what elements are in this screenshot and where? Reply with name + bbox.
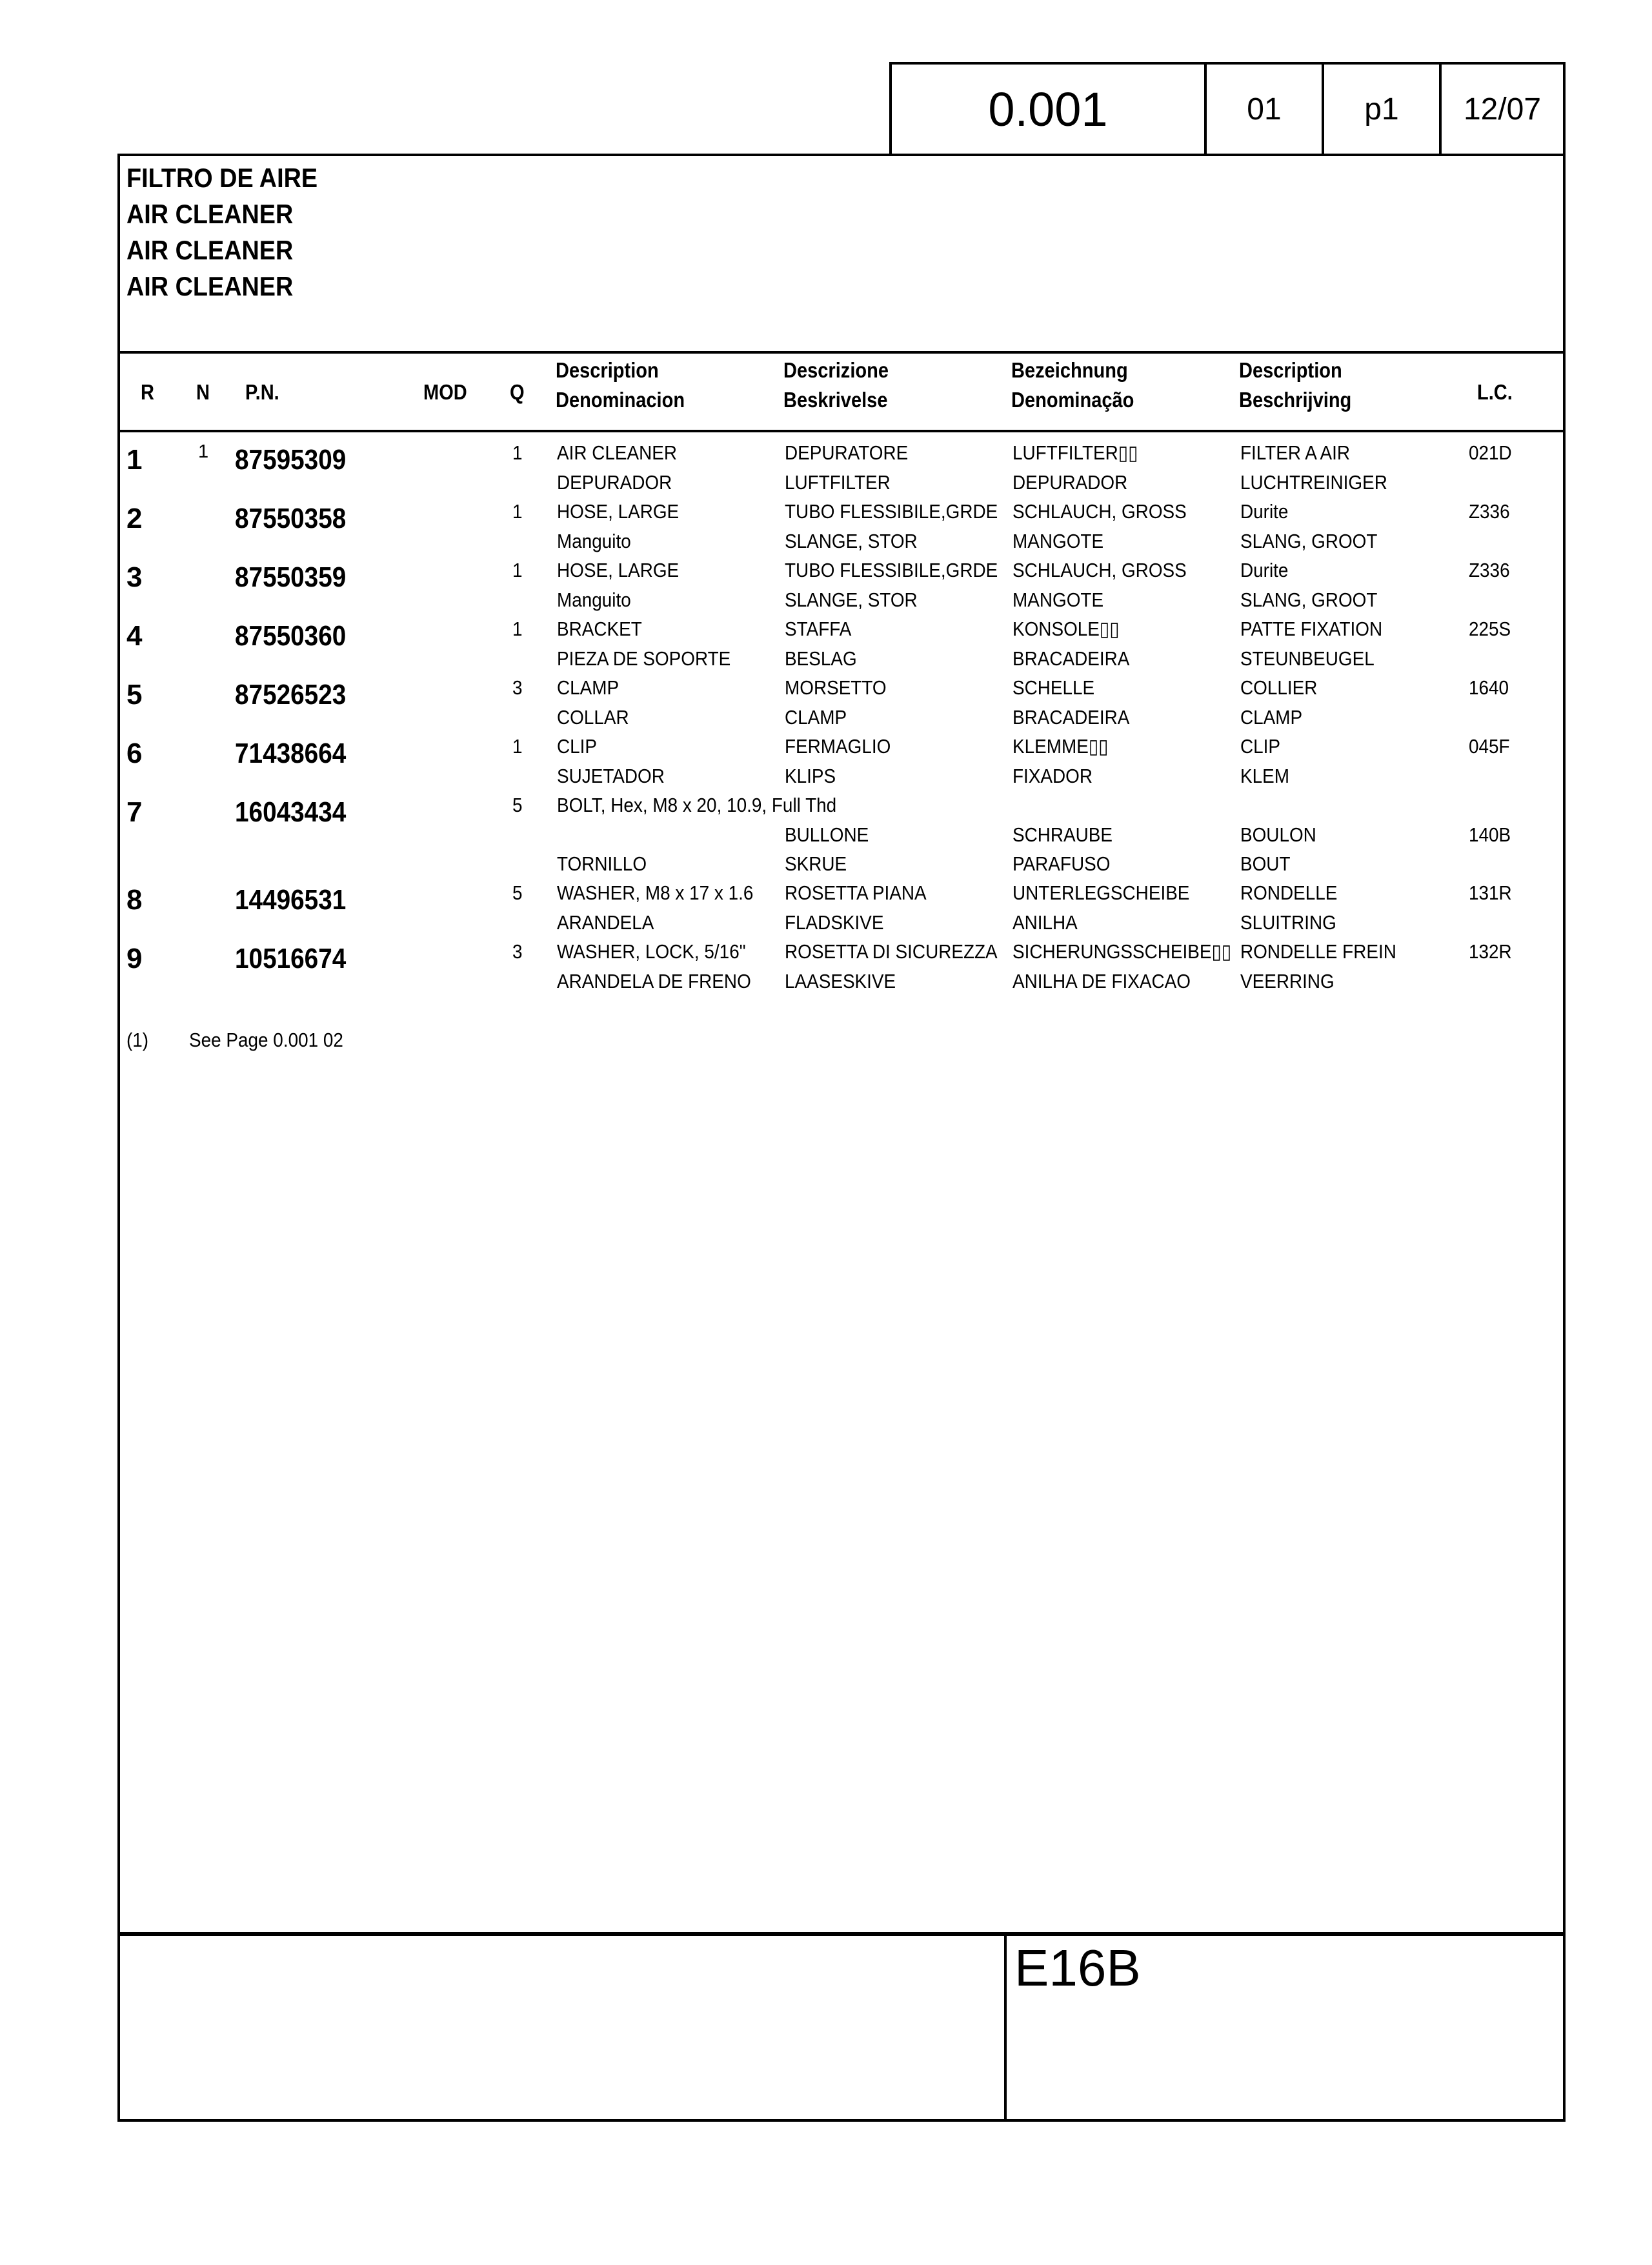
col-desc3-top: Bezeichnung — [1011, 358, 1128, 382]
lc-code: 225S — [1469, 618, 1511, 640]
row-ref: 5 — [126, 679, 143, 710]
desc-it: TUBO FLESSIBILE,GRDE — [785, 500, 998, 523]
page-number: p1 — [1364, 92, 1399, 126]
desc-de: SICHERUNGSSCHEIBE▯▯ — [1012, 940, 1232, 963]
desc-de: SCHLAUCH, GROSS — [1012, 500, 1187, 523]
col-desc1-bottom: Denominacion — [556, 388, 685, 412]
title-es: FILTRO DE AIRE — [126, 163, 318, 193]
desc-es: PIEZA DE SOPORTE — [557, 647, 731, 670]
lc-code: 1640 — [1469, 676, 1509, 699]
desc-it: ROSETTA DI SICUREZZA — [785, 940, 998, 963]
desc-en: HOSE, LARGE — [557, 559, 680, 581]
lc-code: Z336 — [1469, 559, 1510, 581]
quantity: 3 — [512, 676, 523, 699]
page-number-cell — [1322, 62, 1442, 156]
title-en: AIR CLEANER — [126, 199, 294, 229]
title-divider — [117, 351, 1566, 354]
quantity: 1 — [512, 500, 523, 523]
desc-pt: BRACADEIRA — [1012, 706, 1130, 729]
footer-code: E16B — [1014, 1939, 1141, 1997]
desc-it: STAFFA — [785, 618, 852, 640]
part-number: 16043434 — [235, 796, 347, 828]
title-en-3: AIR CLEANER — [126, 271, 294, 301]
desc-nl: BOUT — [1240, 852, 1291, 875]
desc-pt: MANGOTE — [1012, 530, 1104, 552]
desc-de: SCHLAUCH, GROSS — [1012, 559, 1187, 581]
desc-fr: Durite — [1240, 559, 1289, 581]
lc-code: Z336 — [1469, 500, 1510, 523]
desc-fr: FILTER A AIR — [1240, 441, 1351, 464]
section-number-cell — [889, 62, 1207, 156]
issue-date: 12/07 — [1463, 92, 1542, 126]
row-ref: 8 — [126, 884, 143, 916]
lc-code: 131R — [1469, 881, 1512, 904]
desc-en: CLIP — [557, 735, 598, 758]
row-ref: 3 — [126, 561, 143, 593]
lc-code: 140B — [1469, 823, 1511, 846]
desc-es: SUJETADOR — [557, 765, 665, 787]
col-desc2-top: Descrizione — [783, 358, 889, 382]
row-note-ref: 1 — [198, 441, 209, 462]
desc-de: KLEMME▯▯ — [1012, 735, 1109, 758]
lc-code: 132R — [1469, 940, 1512, 963]
quantity: 5 — [512, 881, 523, 904]
part-number: 87550358 — [235, 503, 347, 534]
desc-fr: RONDELLE FREIN — [1240, 940, 1396, 963]
desc-en: BRACKET — [557, 618, 642, 640]
desc-es: ARANDELA — [557, 911, 654, 934]
desc-fr: RONDELLE — [1240, 881, 1338, 904]
footer-frame — [117, 1932, 1566, 2122]
desc-nl: SLANG, GROOT — [1240, 589, 1378, 611]
desc-en: WASHER, LOCK, 5/16" — [557, 940, 746, 963]
desc-fr: Durite — [1240, 500, 1289, 523]
part-number: 10516674 — [235, 943, 347, 974]
desc-en: AIR CLEANER — [557, 441, 678, 464]
lc-code: 021D — [1469, 441, 1512, 464]
quantity: 5 — [512, 794, 523, 816]
desc-it: MORSETTO — [785, 676, 887, 699]
desc-da: BESLAG — [785, 647, 857, 670]
desc-fr: CLIP — [1240, 735, 1281, 758]
desc-da: FLADSKIVE — [785, 911, 884, 934]
part-number: 87595309 — [235, 444, 347, 476]
section-number: 0.001 — [988, 82, 1108, 136]
quantity: 3 — [512, 940, 523, 963]
desc-es: DEPURADOR — [557, 471, 672, 494]
col-desc4-top: Description — [1239, 358, 1342, 382]
title-en-2: AIR CLEANER — [126, 235, 294, 265]
col-q: Q — [510, 380, 525, 404]
desc-es: COLLAR — [557, 706, 629, 729]
desc-pt: FIXADOR — [1012, 765, 1093, 787]
quantity: 1 — [512, 559, 523, 581]
desc-nl: VEERRING — [1240, 970, 1335, 992]
desc-de: UNTERLEGSCHEIBE — [1012, 881, 1190, 904]
desc-da: SLANGE, STOR — [785, 589, 918, 611]
desc-es: ARANDELA DE FRENO — [557, 970, 751, 992]
sheet-number: 01 — [1247, 92, 1282, 126]
quantity: 1 — [512, 441, 523, 464]
desc-it: TUBO FLESSIBILE,GRDE — [785, 559, 998, 581]
row-ref: 6 — [126, 738, 143, 769]
desc-en: HOSE, LARGE — [557, 500, 680, 523]
lc-code: 045F — [1469, 735, 1510, 758]
col-desc4-bottom: Beschrijving — [1239, 388, 1352, 412]
part-number: 14496531 — [235, 884, 347, 916]
desc-da: LUFTFILTER — [785, 471, 891, 494]
part-number: 87526523 — [235, 679, 347, 710]
desc-nl: SLANG, GROOT — [1240, 530, 1378, 552]
desc-es: Manguito — [557, 589, 631, 611]
date-cell — [1439, 62, 1566, 156]
col-pn: P.N. — [245, 380, 279, 404]
desc-nl: STEUNBEUGEL — [1240, 647, 1375, 670]
desc-it: DEPURATORE — [785, 441, 909, 464]
desc-nl: LUCHTREINIGER — [1240, 471, 1387, 494]
desc-fr: PATTE FIXATION — [1240, 618, 1383, 640]
desc-en: WASHER, M8 x 17 x 1.6 — [557, 881, 754, 904]
desc-it: ROSETTA PIANA — [785, 881, 927, 904]
desc-es: TORNILLO — [557, 852, 647, 875]
desc-da: SKRUE — [785, 852, 847, 875]
desc-de: LUFTFILTER▯▯ — [1012, 441, 1138, 464]
quantity: 1 — [512, 618, 523, 640]
col-r: R — [141, 380, 154, 404]
desc-it: FERMAGLIO — [785, 735, 891, 758]
row-ref: 9 — [126, 943, 143, 974]
sheet-number-cell — [1204, 62, 1324, 156]
desc-de: SCHELLE — [1012, 676, 1095, 699]
desc-it: BULLONE — [785, 823, 869, 846]
desc-de: KONSOLE▯▯ — [1012, 618, 1120, 640]
desc-pt: BRACADEIRA — [1012, 647, 1130, 670]
header-divider — [117, 430, 1566, 432]
col-desc3-bottom: Denominação — [1011, 388, 1134, 412]
desc-en: BOLT, Hex, M8 x 20, 10.9, Full Thd — [557, 794, 837, 816]
quantity: 1 — [512, 735, 523, 758]
row-ref: 2 — [126, 503, 143, 534]
desc-de: SCHRAUBE — [1012, 823, 1113, 846]
desc-da: SLANGE, STOR — [785, 530, 918, 552]
desc-en: CLAMP — [557, 676, 620, 699]
col-desc1-top: Description — [556, 358, 659, 382]
col-mod: MOD — [423, 380, 467, 404]
desc-fr: BOULON — [1240, 823, 1316, 846]
desc-pt: ANILHA DE FIXACAO — [1012, 970, 1191, 992]
desc-pt: ANILHA — [1012, 911, 1078, 934]
desc-pt: DEPURADOR — [1012, 471, 1128, 494]
col-lc: L.C. — [1477, 380, 1513, 404]
desc-nl: CLAMP — [1240, 706, 1303, 729]
desc-da: CLAMP — [785, 706, 847, 729]
col-n: N — [196, 380, 210, 404]
desc-es: Manguito — [557, 530, 631, 552]
row-ref: 1 — [126, 444, 143, 476]
footnote-mark: (1) — [126, 1029, 149, 1051]
part-number: 71438664 — [235, 738, 347, 769]
row-ref: 7 — [126, 796, 143, 828]
part-number: 87550360 — [235, 620, 347, 652]
row-ref: 4 — [126, 620, 143, 652]
desc-fr: COLLIER — [1240, 676, 1318, 699]
desc-da: LAASESKIVE — [785, 970, 896, 992]
col-desc2-bottom: Beskrivelse — [783, 388, 888, 412]
desc-pt: PARAFUSO — [1012, 852, 1111, 875]
desc-da: KLIPS — [785, 765, 836, 787]
desc-nl: SLUITRING — [1240, 911, 1336, 934]
footnote-text: See Page 0.001 02 — [189, 1029, 343, 1051]
desc-pt: MANGOTE — [1012, 589, 1104, 611]
desc-nl: KLEM — [1240, 765, 1289, 787]
part-number: 87550359 — [235, 561, 347, 593]
